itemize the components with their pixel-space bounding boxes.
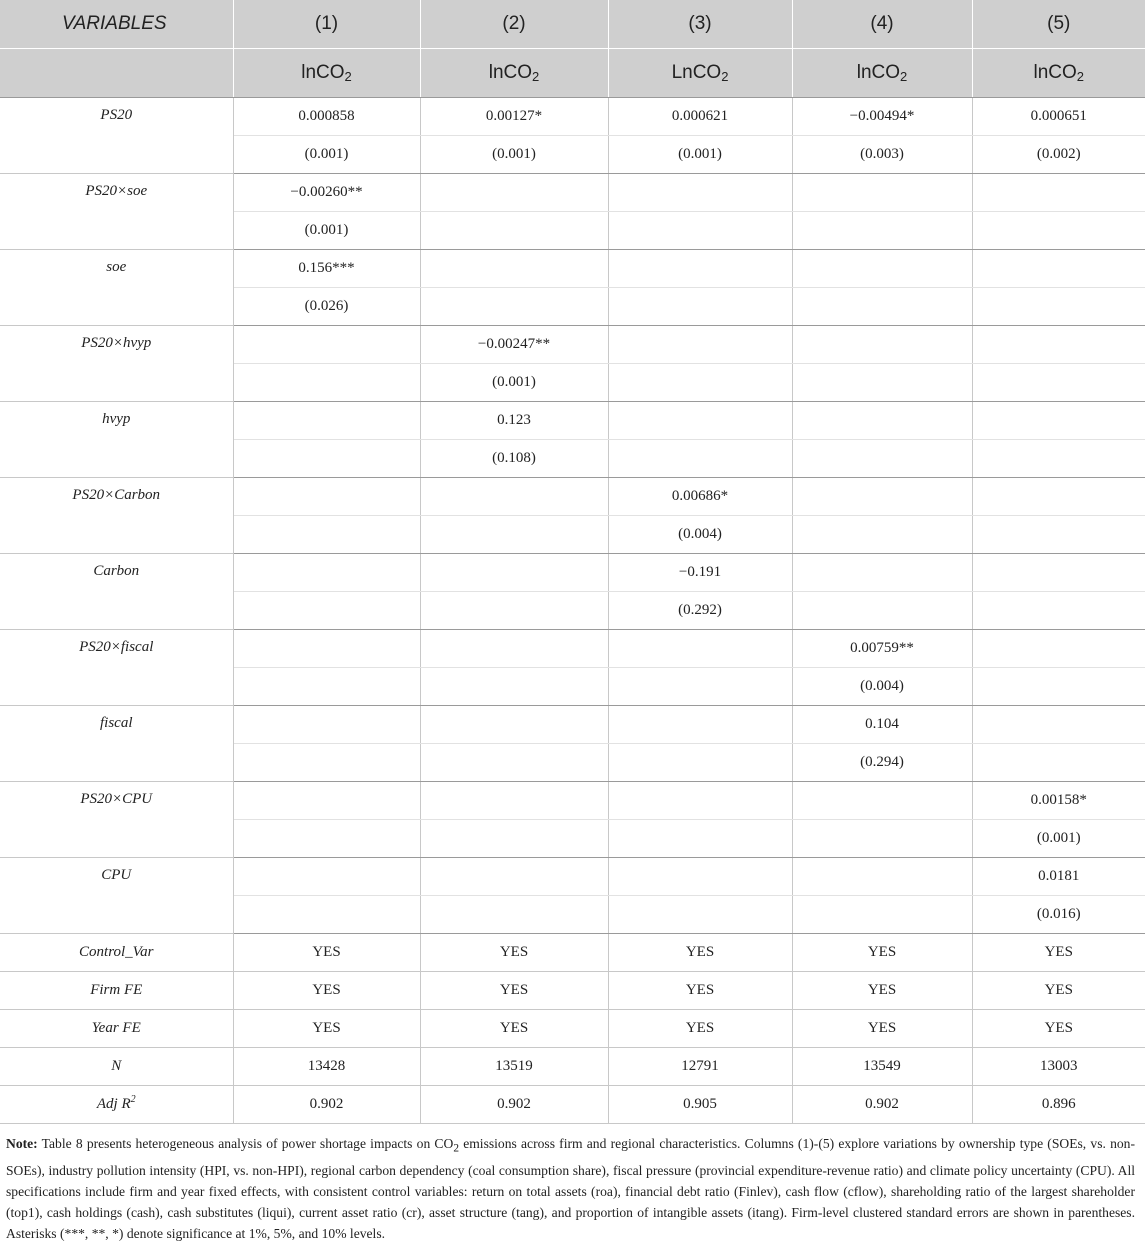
column-header: (1)	[233, 0, 420, 49]
coefficient-cell	[233, 554, 420, 592]
standard-error-cell	[608, 288, 792, 326]
standard-error-cell	[233, 364, 420, 402]
dependent-variable-header: lnCO$_2$	[420, 49, 608, 98]
standard-error-cell	[233, 516, 420, 554]
header-row-columns	[0, 0, 1145, 49]
coefficient-cell	[972, 706, 1145, 744]
coefficient-cell	[233, 782, 420, 820]
statistic-cell: 13519	[420, 1048, 608, 1086]
row-label: PS20×fiscal	[0, 630, 233, 706]
statistic-cell: YES	[792, 1010, 972, 1048]
standard-error-cell: (0.294)	[792, 744, 972, 782]
standard-error-cell	[792, 212, 972, 250]
standard-error-cell	[233, 744, 420, 782]
coefficient-cell	[233, 630, 420, 668]
standard-error-cell: (0.001)	[420, 136, 608, 174]
statistic-cell: 0.902	[420, 1086, 608, 1124]
coefficient-cell	[972, 478, 1145, 516]
statistic-label	[0, 972, 233, 1010]
coefficient-cell	[608, 174, 792, 212]
coefficient-row	[0, 174, 1145, 212]
standard-error-cell: (0.108)	[420, 440, 608, 478]
standard-error-cell: (0.292)	[608, 592, 792, 630]
coefficient-cell: 0.000858	[233, 98, 420, 136]
row-label: fiscal	[0, 706, 233, 782]
statistic-cell: 13549	[792, 1048, 972, 1086]
coefficient-cell	[792, 858, 972, 896]
row-label: soe	[0, 250, 233, 326]
statistic-cell: YES	[420, 1010, 608, 1048]
coefficient-cell	[420, 630, 608, 668]
standard-error-cell	[233, 592, 420, 630]
standard-error-cell: (0.004)	[792, 668, 972, 706]
note-text-part1: Table 8 presents heterogeneous analysis of power shortage impacts on CO	[37, 1136, 454, 1151]
coefficient-row	[0, 706, 1145, 744]
dependent-variable-header: lnCO$_2$	[972, 49, 1145, 98]
column-header: (5)	[972, 0, 1145, 49]
standard-error-cell	[420, 516, 608, 554]
coefficient-row	[0, 858, 1145, 896]
statistic-cell: 13428	[233, 1048, 420, 1086]
standard-error-cell	[972, 440, 1145, 478]
standard-error-cell	[972, 516, 1145, 554]
standard-error-cell: (0.001)	[420, 364, 608, 402]
standard-error-cell	[608, 212, 792, 250]
standard-error-cell	[972, 288, 1145, 326]
coefficient-cell	[972, 174, 1145, 212]
variables-header: VARIABLES	[0, 0, 233, 49]
dependent-variable-header: lnCO$_2$	[233, 49, 420, 98]
standard-error-cell	[420, 592, 608, 630]
note-subscript: 2	[453, 1142, 459, 1155]
standard-error-cell	[608, 896, 792, 934]
statistic-cell: YES	[233, 934, 420, 972]
statistic-cell: 0.902	[233, 1086, 420, 1124]
header-row-dependent-variables	[0, 49, 1145, 98]
column-header: (2)	[420, 0, 608, 49]
statistic-cell: YES	[608, 972, 792, 1010]
coefficient-cell	[420, 554, 608, 592]
note-label: Note:	[6, 1136, 38, 1151]
statistic-cell: YES	[972, 1010, 1145, 1048]
standard-error-cell	[972, 744, 1145, 782]
standard-error-cell: (0.002)	[972, 136, 1145, 174]
standard-error-cell	[972, 592, 1145, 630]
coefficient-cell: 0.104	[792, 706, 972, 744]
coefficient-row	[0, 402, 1145, 440]
standard-error-cell	[792, 364, 972, 402]
standard-error-cell	[792, 820, 972, 858]
standard-error-cell	[608, 820, 792, 858]
statistic-label-superscript: 2	[130, 1094, 136, 1105]
statistic-cell: YES	[608, 1010, 792, 1048]
table-body	[0, 98, 1145, 1124]
statistic-label	[0, 1048, 233, 1086]
coefficient-cell	[792, 554, 972, 592]
coefficient-cell	[608, 326, 792, 364]
standard-error-cell	[972, 364, 1145, 402]
row-label: PS20×CPU	[0, 782, 233, 858]
coefficient-cell	[233, 402, 420, 440]
coefficient-cell: 0.123	[420, 402, 608, 440]
standard-error-cell	[420, 212, 608, 250]
row-label: hvyp	[0, 402, 233, 478]
coefficient-cell	[608, 402, 792, 440]
statistic-label-text: N	[111, 1058, 122, 1074]
coefficient-cell	[420, 478, 608, 516]
coefficient-cell	[608, 630, 792, 668]
standard-error-cell: (0.003)	[792, 136, 972, 174]
coefficient-cell	[233, 478, 420, 516]
table-note	[0, 1124, 1145, 1244]
column-header: (3)	[608, 0, 792, 49]
row-label: PS20×soe	[0, 174, 233, 250]
statistic-cell: YES	[233, 972, 420, 1010]
statistic-label	[0, 1010, 233, 1048]
coefficient-cell	[608, 250, 792, 288]
standard-error-cell	[792, 440, 972, 478]
standard-error-cell: (0.026)	[233, 288, 420, 326]
row-label: PS20×Carbon	[0, 478, 233, 554]
coefficient-cell	[420, 174, 608, 212]
coefficient-cell: −0.00260**	[233, 174, 420, 212]
statistic-row	[0, 934, 1145, 972]
coefficient-row	[0, 782, 1145, 820]
standard-error-cell	[420, 668, 608, 706]
standard-error-cell	[792, 516, 972, 554]
coefficient-cell	[792, 782, 972, 820]
coefficient-cell: 0.0181	[972, 858, 1145, 896]
statistic-label-text: Firm FE	[90, 982, 143, 998]
statistic-cell: 12791	[608, 1048, 792, 1086]
standard-error-cell: (0.001)	[233, 136, 420, 174]
standard-error-cell: (0.001)	[608, 136, 792, 174]
header-blank-cell	[0, 49, 233, 98]
dependent-variable-header: LnCO$_2$	[608, 49, 792, 98]
coefficient-cell	[792, 326, 972, 364]
coefficient-row	[0, 250, 1145, 288]
statistic-cell: YES	[420, 972, 608, 1010]
standard-error-cell	[972, 212, 1145, 250]
standard-error-cell	[233, 896, 420, 934]
row-label: PS20×hvyp	[0, 326, 233, 402]
statistic-cell: YES	[608, 934, 792, 972]
standard-error-cell	[420, 744, 608, 782]
standard-error-cell: (0.001)	[233, 212, 420, 250]
statistic-cell: 0.896	[972, 1086, 1145, 1124]
statistic-label-text: Year FE	[91, 1020, 141, 1036]
coefficient-cell	[972, 250, 1145, 288]
coefficient-cell: −0.00494*	[792, 98, 972, 136]
row-label: PS20	[0, 98, 233, 174]
coefficient-row	[0, 630, 1145, 668]
standard-error-cell	[233, 440, 420, 478]
coefficient-cell: 0.00686*	[608, 478, 792, 516]
standard-error-cell	[420, 896, 608, 934]
coefficient-cell	[792, 174, 972, 212]
statistic-label	[0, 934, 233, 972]
statistic-row	[0, 1010, 1145, 1048]
standard-error-cell	[420, 820, 608, 858]
dependent-variable-header: lnCO$_2$	[792, 49, 972, 98]
standard-error-cell	[233, 820, 420, 858]
coefficient-cell: 0.156***	[233, 250, 420, 288]
statistic-cell: 0.902	[792, 1086, 972, 1124]
coefficient-cell: 0.00158*	[972, 782, 1145, 820]
coefficient-cell	[420, 250, 608, 288]
coefficient-cell	[792, 402, 972, 440]
statistic-cell: YES	[792, 934, 972, 972]
coefficient-cell	[972, 402, 1145, 440]
coefficient-cell	[420, 706, 608, 744]
statistic-label	[0, 1086, 233, 1124]
statistic-cell: YES	[233, 1010, 420, 1048]
coefficient-cell	[420, 858, 608, 896]
standard-error-cell	[792, 592, 972, 630]
standard-error-cell	[608, 668, 792, 706]
coefficient-cell: −0.00247**	[420, 326, 608, 364]
coefficient-cell	[608, 858, 792, 896]
standard-error-cell: (0.016)	[972, 896, 1145, 934]
coefficient-cell	[233, 706, 420, 744]
statistic-label-text: Control_Var	[79, 944, 154, 960]
statistic-cell: 13003	[972, 1048, 1145, 1086]
row-label: Carbon	[0, 554, 233, 630]
coefficient-cell: 0.00759**	[792, 630, 972, 668]
standard-error-cell	[233, 668, 420, 706]
statistic-row	[0, 1048, 1145, 1086]
coefficient-cell: 0.00127*	[420, 98, 608, 136]
note-text-part2: emissions across firm and regional characteristics. Columns (1)-(5) explore variations by ownership type (SOEs, vs. non-SOEs), industry pollution intensity (HPI, vs. non-HPI), regional carbon dependency (coal consumption share), fiscal pressure (provincial expenditure-revenue ratio) and climate policy uncertainty (CPU). All specifications include firm and year fixed effects, with consistent control variables: return on total assets (roa), financial debt ratio (Finlev), cash flow (cflow), shareholding ratio of the largest shareholder (top1), cash holdings (cash), cash substitutes (liqui), current asset ratio (cr), asset structure (tang), and proportion of intangible assets (itang). Firm-level clustered standard errors are shown in parentheses. Asterisks (***, **, *) denote significance at 1%, 5%, and 10% levels.	[6, 1136, 1135, 1241]
coefficient-cell	[233, 858, 420, 896]
statistic-cell: 0.905	[608, 1086, 792, 1124]
statistic-cell: YES	[792, 972, 972, 1010]
column-header: (4)	[792, 0, 972, 49]
coefficient-cell	[420, 782, 608, 820]
coefficient-cell	[792, 250, 972, 288]
coefficient-cell: 0.000621	[608, 98, 792, 136]
standard-error-cell	[972, 668, 1145, 706]
standard-error-cell	[608, 364, 792, 402]
statistic-cell: YES	[972, 972, 1145, 1010]
coefficient-cell	[792, 478, 972, 516]
statistic-cell: YES	[972, 934, 1145, 972]
standard-error-cell	[420, 288, 608, 326]
standard-error-cell	[792, 896, 972, 934]
coefficient-row	[0, 478, 1145, 516]
coefficient-cell	[972, 554, 1145, 592]
table-header	[0, 0, 1145, 98]
standard-error-cell: (0.001)	[972, 820, 1145, 858]
standard-error-cell: (0.004)	[608, 516, 792, 554]
coefficient-row	[0, 326, 1145, 364]
statistic-label-text: Adj R	[96, 1096, 131, 1112]
coefficient-cell: 0.000651	[972, 98, 1145, 136]
coefficient-cell	[608, 782, 792, 820]
statistic-row	[0, 1086, 1145, 1124]
standard-error-cell	[608, 440, 792, 478]
coefficient-row	[0, 554, 1145, 592]
row-label: CPU	[0, 858, 233, 934]
standard-error-cell	[608, 744, 792, 782]
statistic-row	[0, 972, 1145, 1010]
coefficient-cell	[608, 706, 792, 744]
coefficient-cell: −0.191	[608, 554, 792, 592]
coefficient-cell	[972, 630, 1145, 668]
statistic-cell: YES	[420, 934, 608, 972]
coefficient-cell	[233, 326, 420, 364]
standard-error-cell	[792, 288, 972, 326]
coefficient-cell	[972, 326, 1145, 364]
coefficient-row	[0, 98, 1145, 136]
